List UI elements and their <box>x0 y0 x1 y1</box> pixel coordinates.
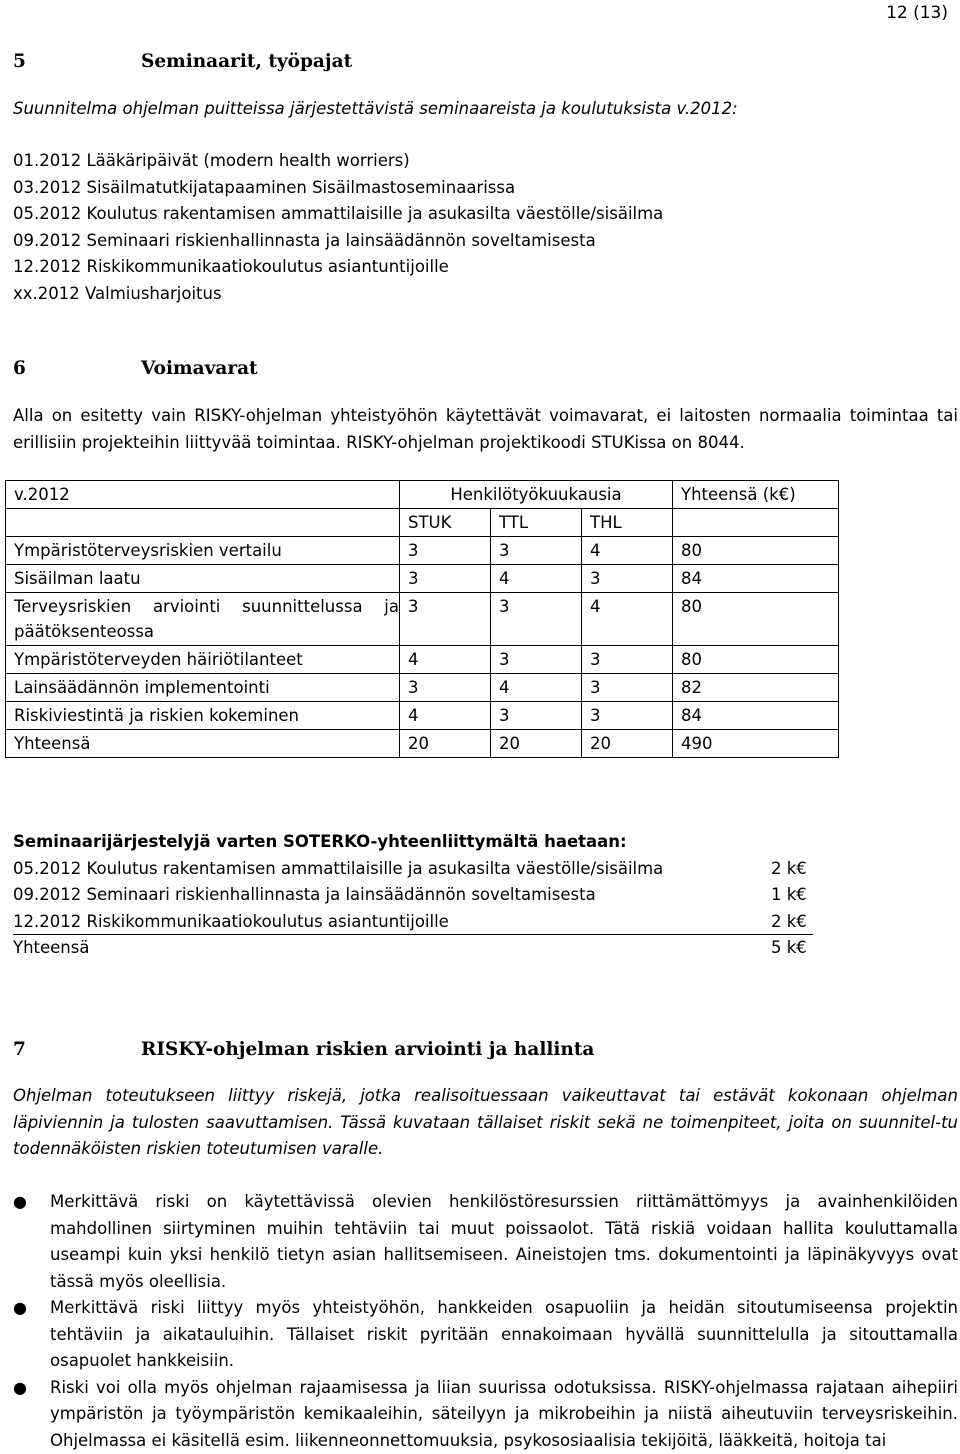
list-item: 03.2012 Sisäilmatutkijatapaaminen Sisäilmastoseminaarissa <box>13 175 958 202</box>
table-subheader-row <box>6 509 839 537</box>
table-cell: 3 <box>400 565 491 593</box>
list-item: 01.2012 Lääkäripäivät (modern health worriers) <box>13 148 958 175</box>
funding-label: 05.2012 Koulutus rakentamisen ammattilaisille ja asukasilta väestölle/sisäilma <box>13 859 663 878</box>
table-total-row <box>6 730 839 758</box>
table-cell: 3 <box>400 674 491 702</box>
table-row <box>6 565 839 593</box>
table-cell: Lainsäädännön implementointi <box>6 674 400 702</box>
funding-row <box>13 909 813 935</box>
table-cell: 4 <box>582 537 673 565</box>
table-cell: 3 <box>582 646 673 674</box>
table-header-cell: THL <box>582 509 673 537</box>
table-header-row <box>6 481 839 509</box>
list-item: 05.2012 Koulutus rakentamisen ammattilaisille ja asukasilta väestölle/sisäilma <box>13 201 958 228</box>
table-cell: 3 <box>491 593 582 646</box>
funding-label: 09.2012 Seminaari riskienhallinnasta ja lainsäädännön soveltamisesta <box>13 885 596 904</box>
list-item: 09.2012 Seminaari riskienhallinnasta ja lainsäädännön soveltamisesta <box>13 228 958 255</box>
table-header-cell: Yhteensä (k€) <box>673 481 839 509</box>
table-cell: 3 <box>400 537 491 565</box>
list-item <box>13 1375 958 1454</box>
table-header-cell: v.2012 <box>6 481 400 509</box>
table-cell: Sisäilman laatu <box>6 565 400 593</box>
table-cell: 80 <box>673 537 839 565</box>
table-cell: 490 <box>673 730 839 758</box>
table-cell: 3 <box>582 702 673 730</box>
table-cell: Terveysriskien arviointi suunnittelussa ja päätöksenteossa <box>6 593 400 646</box>
funding-label: 12.2012 Riskikommunikaatiokoulutus asiantuntijoille <box>13 912 449 931</box>
page-number: 12 (13) <box>886 0 948 26</box>
seminar-list <box>13 148 958 307</box>
table-cell: Ympäristöterveysriskien vertailu <box>6 537 400 565</box>
funding-label: Yhteensä <box>13 938 89 957</box>
table-row <box>6 702 839 730</box>
list-item: xx.2012 Valmiusharjoitus <box>13 281 958 308</box>
list-item <box>13 1295 958 1375</box>
funding-amount: 2 k€ <box>771 909 807 936</box>
section-5-heading <box>13 49 352 75</box>
table-cell: 4 <box>491 565 582 593</box>
table-cell: 3 <box>582 674 673 702</box>
section-number: 6 <box>13 356 141 382</box>
funding-block <box>13 829 958 961</box>
resources-table <box>5 480 839 758</box>
table-header-cell <box>673 509 839 537</box>
table-cell: 20 <box>491 730 582 758</box>
funding-title: Seminaarijärjestelyjä varten SOTERKO-yhteenliittymältä haetaan: <box>13 829 958 856</box>
table-cell: 82 <box>673 674 839 702</box>
list-item-text: Riski voi olla myös ohjelman rajaamisessa ja liian suurissa odotuksissa. RISKY-ohjelmassa rajataan aihepiiri ympäristön ja työympäristön kemikaaleihin, säteilyyn ja mikrobeihin ja niistä aiheutuviin terveysriskeihin. Ohjelmassa ei käsitellä esim. liikenneonnettomuuksia, psykososiaalisia tekijöitä, lääkkeitä, hoitoja tai <box>50 1378 958 1450</box>
table-cell: 3 <box>491 646 582 674</box>
table-header-cell: Henkilötyökuukausia <box>400 481 673 509</box>
table-cell: 3 <box>400 593 491 646</box>
table-cell: 4 <box>582 593 673 646</box>
table-cell: 20 <box>582 730 673 758</box>
section-5-intro: Suunnitelma ohjelman puitteissa järjestettävistä seminaareista ja koulutuksista v.2012: <box>13 96 958 123</box>
table-cell: Yhteensä <box>6 730 400 758</box>
table-cell: Riskiviestintä ja riskien kokeminen <box>6 702 400 730</box>
table-header-cell <box>6 509 400 537</box>
table-row <box>6 537 839 565</box>
section-title: Voimavarat <box>141 358 258 379</box>
bullet-icon: ● <box>13 1295 27 1322</box>
table-cell: 3 <box>491 537 582 565</box>
table-cell: 80 <box>673 593 839 646</box>
funding-amount: 5 k€ <box>771 935 807 962</box>
section-7-intro: Ohjelman toteutukseen liittyy riskejä, jotka realisoituessaan vaikeuttavat tai estävät kokonaan ohjelman läpiviennin ja tulosten saavuttamisen. Tässä kuvataan tällaiset riskit sekä ne toimenpiteet, joita on suunnitel-tu todennäköisten riskien toteutumisen varalle. <box>13 1083 958 1163</box>
funding-row <box>13 856 958 883</box>
bullet-icon: ● <box>13 1375 27 1402</box>
section-6-paragraph: Alla on esitetty vain RISKY-ohjelman yhteistyöhön käytettävät voimavarat, ei laitosten normaalia toimintaa tai erillisiin projekteihin liittyvää toimintaa. RISKY-ohjelman projektikoodi STUKissa on 8044. <box>13 403 958 456</box>
table-cell: 4 <box>400 702 491 730</box>
list-item: 12.2012 Riskikommunikaatiokoulutus asiantuntijoille <box>13 254 958 281</box>
table-cell: 3 <box>491 702 582 730</box>
section-title: RISKY-ohjelman riskien arviointi ja hallinta <box>141 1039 594 1060</box>
bullet-icon: ● <box>13 1189 27 1216</box>
table-row <box>6 593 839 646</box>
list-item-text: Merkittävä riski on käytettävissä olevien henkilöstöresurssien riittämättömyys ja avainhenkilöiden mahdollinen siirtyminen muihin tehtäviin tai muut poissaolot. Tätä riskiä voidaan hallita kouluttamalla useampi kuin yksi henkilö tietyn asian hallitsemiseen. Aineistojen tms. dokumentointi ja läpinäkyvyys ovat tässä myös oleellisia. <box>50 1192 958 1291</box>
table-cell: Ympäristöterveyden häiriötilanteet <box>6 646 400 674</box>
section-number: 7 <box>13 1037 141 1063</box>
table-header-cell: TTL <box>491 509 582 537</box>
funding-total-row <box>13 935 958 962</box>
table-cell: 20 <box>400 730 491 758</box>
table-cell: 4 <box>491 674 582 702</box>
section-6-heading <box>13 356 258 382</box>
table-row <box>6 646 839 674</box>
risk-list <box>13 1189 958 1454</box>
table-cell: 3 <box>582 565 673 593</box>
section-number: 5 <box>13 49 141 75</box>
funding-row <box>13 882 958 909</box>
table-cell: 84 <box>673 565 839 593</box>
table-cell: 4 <box>400 646 491 674</box>
funding-amount: 2 k€ <box>771 856 807 883</box>
table-cell: 84 <box>673 702 839 730</box>
section-title: Seminaarit, työpajat <box>141 51 352 72</box>
list-item-text: Merkittävä riski liittyy myös yhteistyöhön, hankkeiden osapuoliin ja heidän sitoutumiseensa projektin tehtäviin ja aikatauluihin. Tällaiset riskit pyritään ennakoimaan hyvällä suunnittelulla ja sitouttamalla osapuolet hankkeisiin. <box>50 1298 958 1370</box>
table-cell: 80 <box>673 646 839 674</box>
list-item <box>13 1189 958 1295</box>
funding-amount: 1 k€ <box>771 882 807 909</box>
table-row <box>6 674 839 702</box>
section-7-heading <box>13 1037 594 1063</box>
table-header-cell: STUK <box>400 509 491 537</box>
